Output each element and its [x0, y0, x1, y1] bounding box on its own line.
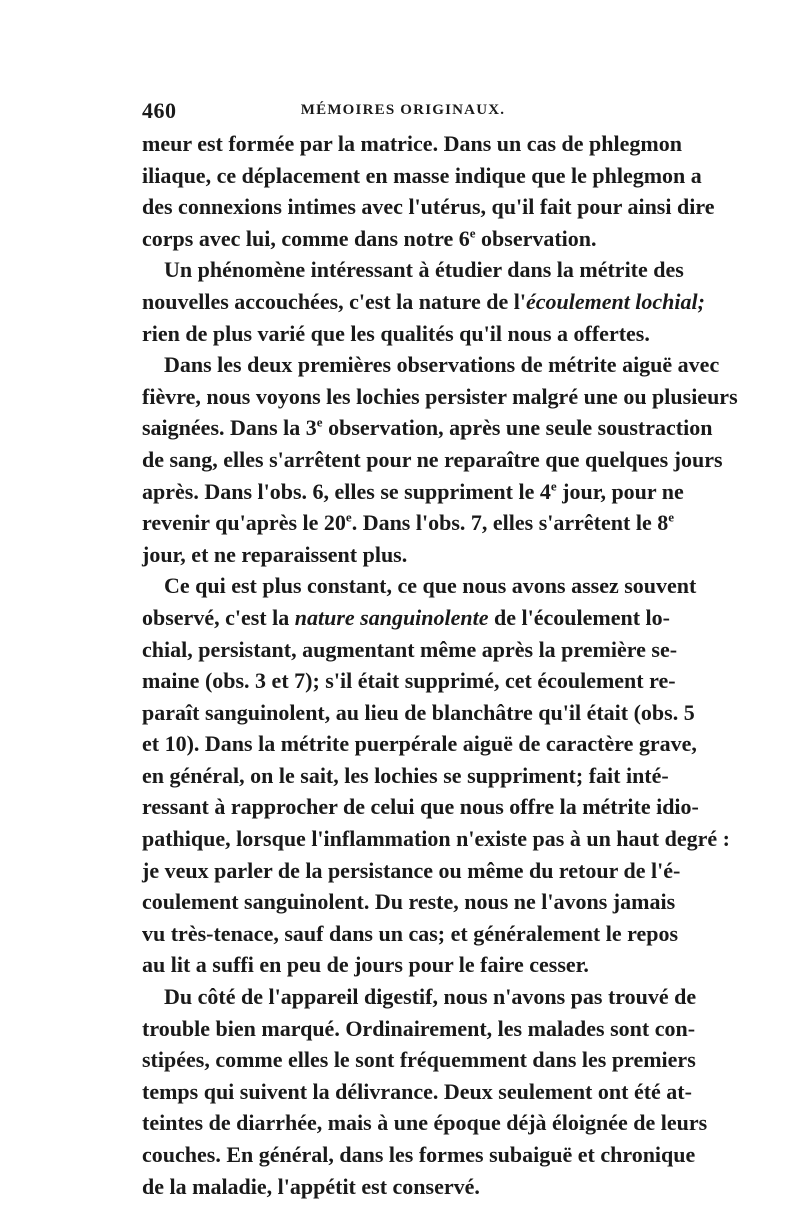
- text-line: je veux parler de la persistance ou même du retour de l'é-: [142, 857, 681, 883]
- text-line: chial, persistant, augmentant même après la première se-: [142, 636, 678, 662]
- text-line: iliaque, ce déplacement en masse indique que le phlegmon a: [142, 162, 702, 188]
- text-line: stipées, comme elles le sont fréquemment dans les premiers: [142, 1047, 696, 1073]
- text-line: meur est formée par la matrice. Dans un cas de phlegmon: [142, 131, 682, 156]
- text-line: des connexions intimes avec l'utérus, qu'il fait pour ainsi dire: [142, 194, 715, 220]
- text-line: revenir qu'après le 20e. Dans l'obs. 7, elles s'arrêtent le 8e: [142, 509, 674, 536]
- text-line: pathique, lorsque l'inflammation n'existe pas à un haut degré :: [142, 826, 730, 852]
- running-title: MÉMOIRES ORIGINAUX.: [300, 102, 506, 118]
- text-line: Un phénomène intéressant à étudier dans la métrite des: [164, 257, 684, 283]
- text-line: observé, c'est la nature sanguinolente de l'écoulement lo-: [142, 604, 670, 630]
- text-line: saignées. Dans la 3e observation, après une seule soustraction: [142, 415, 713, 441]
- text-line: au lit a suffi en peu de jours pour le faire cesser.: [142, 952, 589, 978]
- text-line: fièvre, nous voyons les lochies persister malgré une ou plusieurs: [142, 383, 738, 409]
- text-line: Ce qui est plus constant, ce que nous avons assez souvent: [164, 573, 697, 599]
- text-line: de sang, elles s'arrêtent pour ne reparaître que quelques jours: [142, 446, 723, 472]
- text-line: et 10). Dans la métrite puerpérale aiguë de caractère grave,: [142, 731, 697, 757]
- text-line: nouvelles accouchées, c'est la nature de l'écoulement lochial;: [142, 288, 705, 314]
- text-line: jour, et ne reparaissent plus.: [142, 541, 408, 567]
- text-line: coulement sanguinolent. Du reste, nous ne l'avons jamais: [142, 889, 676, 915]
- page-number: 460: [142, 98, 177, 123]
- text-line: couches. En général, dans les formes subaiguë et chronique: [142, 1142, 696, 1167]
- body-text: [142, 128, 738, 1202]
- page-header: [142, 98, 664, 126]
- text-line: temps qui suivent la délivrance. Deux seulement ont été at-: [142, 1078, 692, 1104]
- text-line: maine (obs. 3 et 7); s'il était supprimé, cet écoulement re-: [142, 668, 676, 694]
- text-line: après. Dans l'obs. 6, elles se suppriment le 4e jour, pour ne: [142, 478, 684, 504]
- text-line: corps avec lui, comme dans notre 6e observation.: [142, 225, 597, 251]
- text-line: de la maladie, l'appétit est conservé.: [142, 1173, 480, 1199]
- text-line: paraît sanguinolent, au lieu de blanchâtre qu'il était (obs. 5: [142, 699, 695, 725]
- text-line: Dans les deux premières observations de métrite aiguë avec: [164, 352, 720, 378]
- text-line: ressant à rapprocher de celui que nous offre la métrite idio-: [142, 794, 699, 820]
- text-line: teintes de diarrhée, mais à une époque déjà éloignée de leurs: [142, 1110, 708, 1136]
- text-line: rien de plus varié que les qualités qu'il nous a offertes.: [142, 320, 650, 346]
- text-line: en général, on le sait, les lochies se suppriment; fait inté-: [142, 762, 669, 788]
- text-line: trouble bien marqué. Ordinairement, les malades sont con-: [142, 1015, 696, 1041]
- text-line: Du côté de l'appareil digestif, nous n'avons pas trouvé de: [164, 984, 697, 1010]
- text-line: vu très-tenace, sauf dans un cas; et généralement le repos: [142, 920, 679, 946]
